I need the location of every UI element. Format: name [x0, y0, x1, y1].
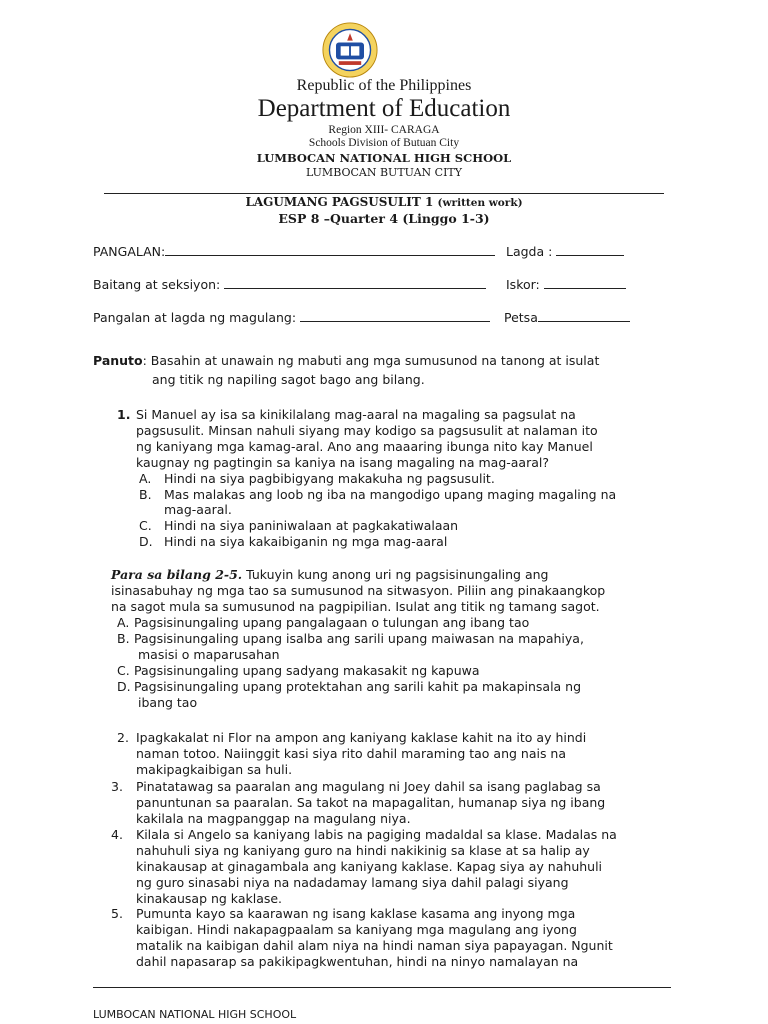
item-4-number: 4.	[111, 827, 123, 842]
item-5-number: 5.	[111, 906, 123, 921]
group-choice-a-text: Pagsisinungaling upang pangalagaan o tulungan ang ibang tao	[134, 615, 530, 630]
republic-heading: Republic of the Philippines	[296, 77, 472, 94]
item-3-line-2: panuntunan sa paaralan. Sa takot na mapagalitan, humanap siya ng ibang	[136, 795, 606, 810]
q1-choice-b-letter: B.	[139, 487, 152, 502]
region-line: Region XIII- CARAGA	[328, 124, 440, 136]
name-field	[93, 243, 495, 259]
footer-school: LUMBOCAN NATIONAL HIGH SCHOOL	[93, 1008, 297, 1021]
test-title	[0, 195, 768, 209]
item-4-line-5: kinakausap ng kaklase.	[136, 891, 283, 906]
group-choice-d-text: Pagsisinungaling upang protektahan ang sarili kahit pa makapinsala ng	[134, 679, 582, 694]
group-choice-c-letter: C.	[117, 663, 130, 678]
group-choice-b-cont: masisi o maparusahan	[138, 647, 280, 662]
signature-field	[506, 243, 624, 259]
instructions-line-2: ang titik ng napiling sagot bago ang bilang.	[152, 372, 425, 387]
division-line: Schools Division of Butuan City	[308, 137, 460, 149]
group-label: Para sa bilang 2-5.	[111, 567, 243, 582]
q1-line-4: kaugnay ng pagtingin sa kaniya na isang magaling na mag-aaral?	[136, 455, 550, 470]
item-3-number: 3.	[111, 779, 123, 794]
group-choice-b-text: Pagsisinungaling upang isalba ang sarili upang maiwasan na mapahiya,	[134, 631, 584, 646]
item-2-line-3: makipagkaibigan sa huli.	[136, 762, 293, 777]
group-line-2: isinasabuhay ng mga tao sa sumusunod na sitwasyon. Piliin ang pinakaangkop	[111, 583, 606, 598]
date-blank[interactable]	[538, 309, 630, 322]
q1-choice-a-letter: A.	[139, 471, 152, 486]
parent-label: Pangalan at lagda ng magulang:	[93, 310, 297, 325]
group-choice-a-letter: A.	[117, 615, 130, 630]
date-field	[504, 309, 630, 325]
q1-line-2: pagsusulit. Minsan nahuli siyang may kodigo sa pagsusulit at nalaman ito	[136, 423, 598, 438]
score-blank[interactable]	[544, 276, 626, 289]
name-blank[interactable]	[165, 243, 495, 256]
group-choice-c-text: Pagsisinungaling upang sadyang makasakit ng kapuwa	[134, 663, 480, 678]
item-5-line-1: Pumunta kayo sa kaarawan ng isang kaklase kasama ang inyong mga	[136, 906, 576, 921]
section-blank[interactable]	[224, 276, 486, 289]
q1-line-1: Si Manuel ay isa sa kinikilalang mag-aaral na magaling sa pagsulat na	[136, 407, 576, 422]
item-3-line-1: Pinatatawag sa paaralan ang magulang ni Joey dahil sa isang paglabag sa	[136, 779, 601, 794]
group-choice-b-letter: B.	[117, 631, 130, 646]
q1-number: 1.	[117, 407, 131, 422]
header-divider	[104, 193, 664, 194]
signature-blank[interactable]	[556, 243, 624, 256]
section-field	[93, 276, 486, 292]
instructions-line-1: Panuto: Basahin at unawain ng mabuti ang mga sumusunod na tanong at isulat	[93, 353, 600, 368]
q1-line-3: ng kaniyang mga kamag-aral. Ano ang maaaring ibunga nito kay Manuel	[136, 439, 593, 454]
q1-choice-c-text: Hindi na siya paniniwalaan at pagkakatiwalaan	[164, 518, 459, 533]
footer-divider	[93, 987, 671, 988]
q1-choice-b-cont: mag-aaral.	[164, 502, 232, 517]
item-5-line-4: dahil napasarap sa pakikipagkwentuhan, hindi na ninyo namalayan na	[136, 954, 579, 969]
item-2-line-1: Ipagkakalat ni Flor na ampon ang kaniyang kaklase kahit na ito ay hindi	[136, 730, 587, 745]
group-choice-d-cont: ibang tao	[138, 695, 198, 710]
parent-blank[interactable]	[300, 309, 490, 322]
item-4-line-3: kinakausap at ginagambala ang kaniyang kaklase. Kapag siya ay nahuhuli	[136, 859, 603, 874]
q1-choice-b-text: Mas malakas ang loob ng iba na mangodigo upang maging magaling na	[164, 487, 617, 502]
signature-label: Lagda :	[506, 244, 553, 259]
score-field	[506, 276, 626, 292]
item-4-line-4: ng guro sinasabi niya na nadadamay lamang siya dahil palagi siyang	[136, 875, 569, 890]
test-title-text: LAGUMANG PAGSUSULIT 1	[245, 195, 438, 209]
item-4-line-1: Kilala si Angelo sa kaniyang labis na pagiging madaldal sa klase. Madalas na	[136, 827, 617, 842]
item-5-line-2: kaibigan. Hindi nakapagpaalam sa kaniyang mga magulang ang iyong	[136, 922, 577, 937]
q1-choice-a-text: Hindi na siya pagbibigyang makakuha ng pagsusulit.	[164, 471, 495, 486]
department-heading: Department of Education	[257, 95, 511, 122]
q1-choice-c-letter: C.	[139, 518, 152, 533]
item-3-line-3: kakilala na magpanggap na magulang niya.	[136, 811, 411, 826]
group-line-3: na sagot mula sa sumusunod na pagpipilian. Isulat ang titik ng tamang sagot.	[111, 599, 600, 614]
deped-seal-logo	[322, 22, 378, 78]
name-label: PANGALAN:	[93, 244, 166, 259]
item-4-line-2: nahuhuli siya ng kaniyang guro na hindi nakikinig sa klase at sa halip ay	[136, 843, 590, 858]
group-choice-d-letter: D.	[117, 679, 131, 694]
parent-field	[93, 309, 490, 325]
school-city: LUMBOCAN BUTUAN CITY	[305, 166, 463, 179]
item-5-line-3: matalik na kaibigan dahil alam niya na hindi naman siya papayagan. Ngunit	[136, 938, 613, 953]
school-name: LUMBOCAN NATIONAL HIGH SCHOOL	[256, 151, 512, 165]
date-label: Petsa	[504, 310, 538, 325]
item-2-number: 2.	[117, 730, 129, 745]
q1-choice-d-letter: D.	[139, 534, 153, 549]
instructions-label: Panuto	[93, 353, 143, 368]
test-title-note: (written work)	[437, 197, 523, 209]
group-line-1: Para sa bilang 2-5. Tukuyin kung anong uri ng pagsisinungaling ang	[111, 567, 549, 582]
score-label: Iskor:	[506, 277, 540, 292]
item-2-line-2: naman totoo. Naiinggit kasi siya rito dahil maraming tao ang nais na	[136, 746, 567, 761]
test-subtitle: ESP 8 –Quarter 4 (Linggo 1-3)	[278, 211, 490, 226]
section-label: Baitang at seksiyon:	[93, 277, 221, 292]
q1-choice-d-text: Hindi na siya kakaibiganin ng mga mag-aaral	[164, 534, 448, 549]
